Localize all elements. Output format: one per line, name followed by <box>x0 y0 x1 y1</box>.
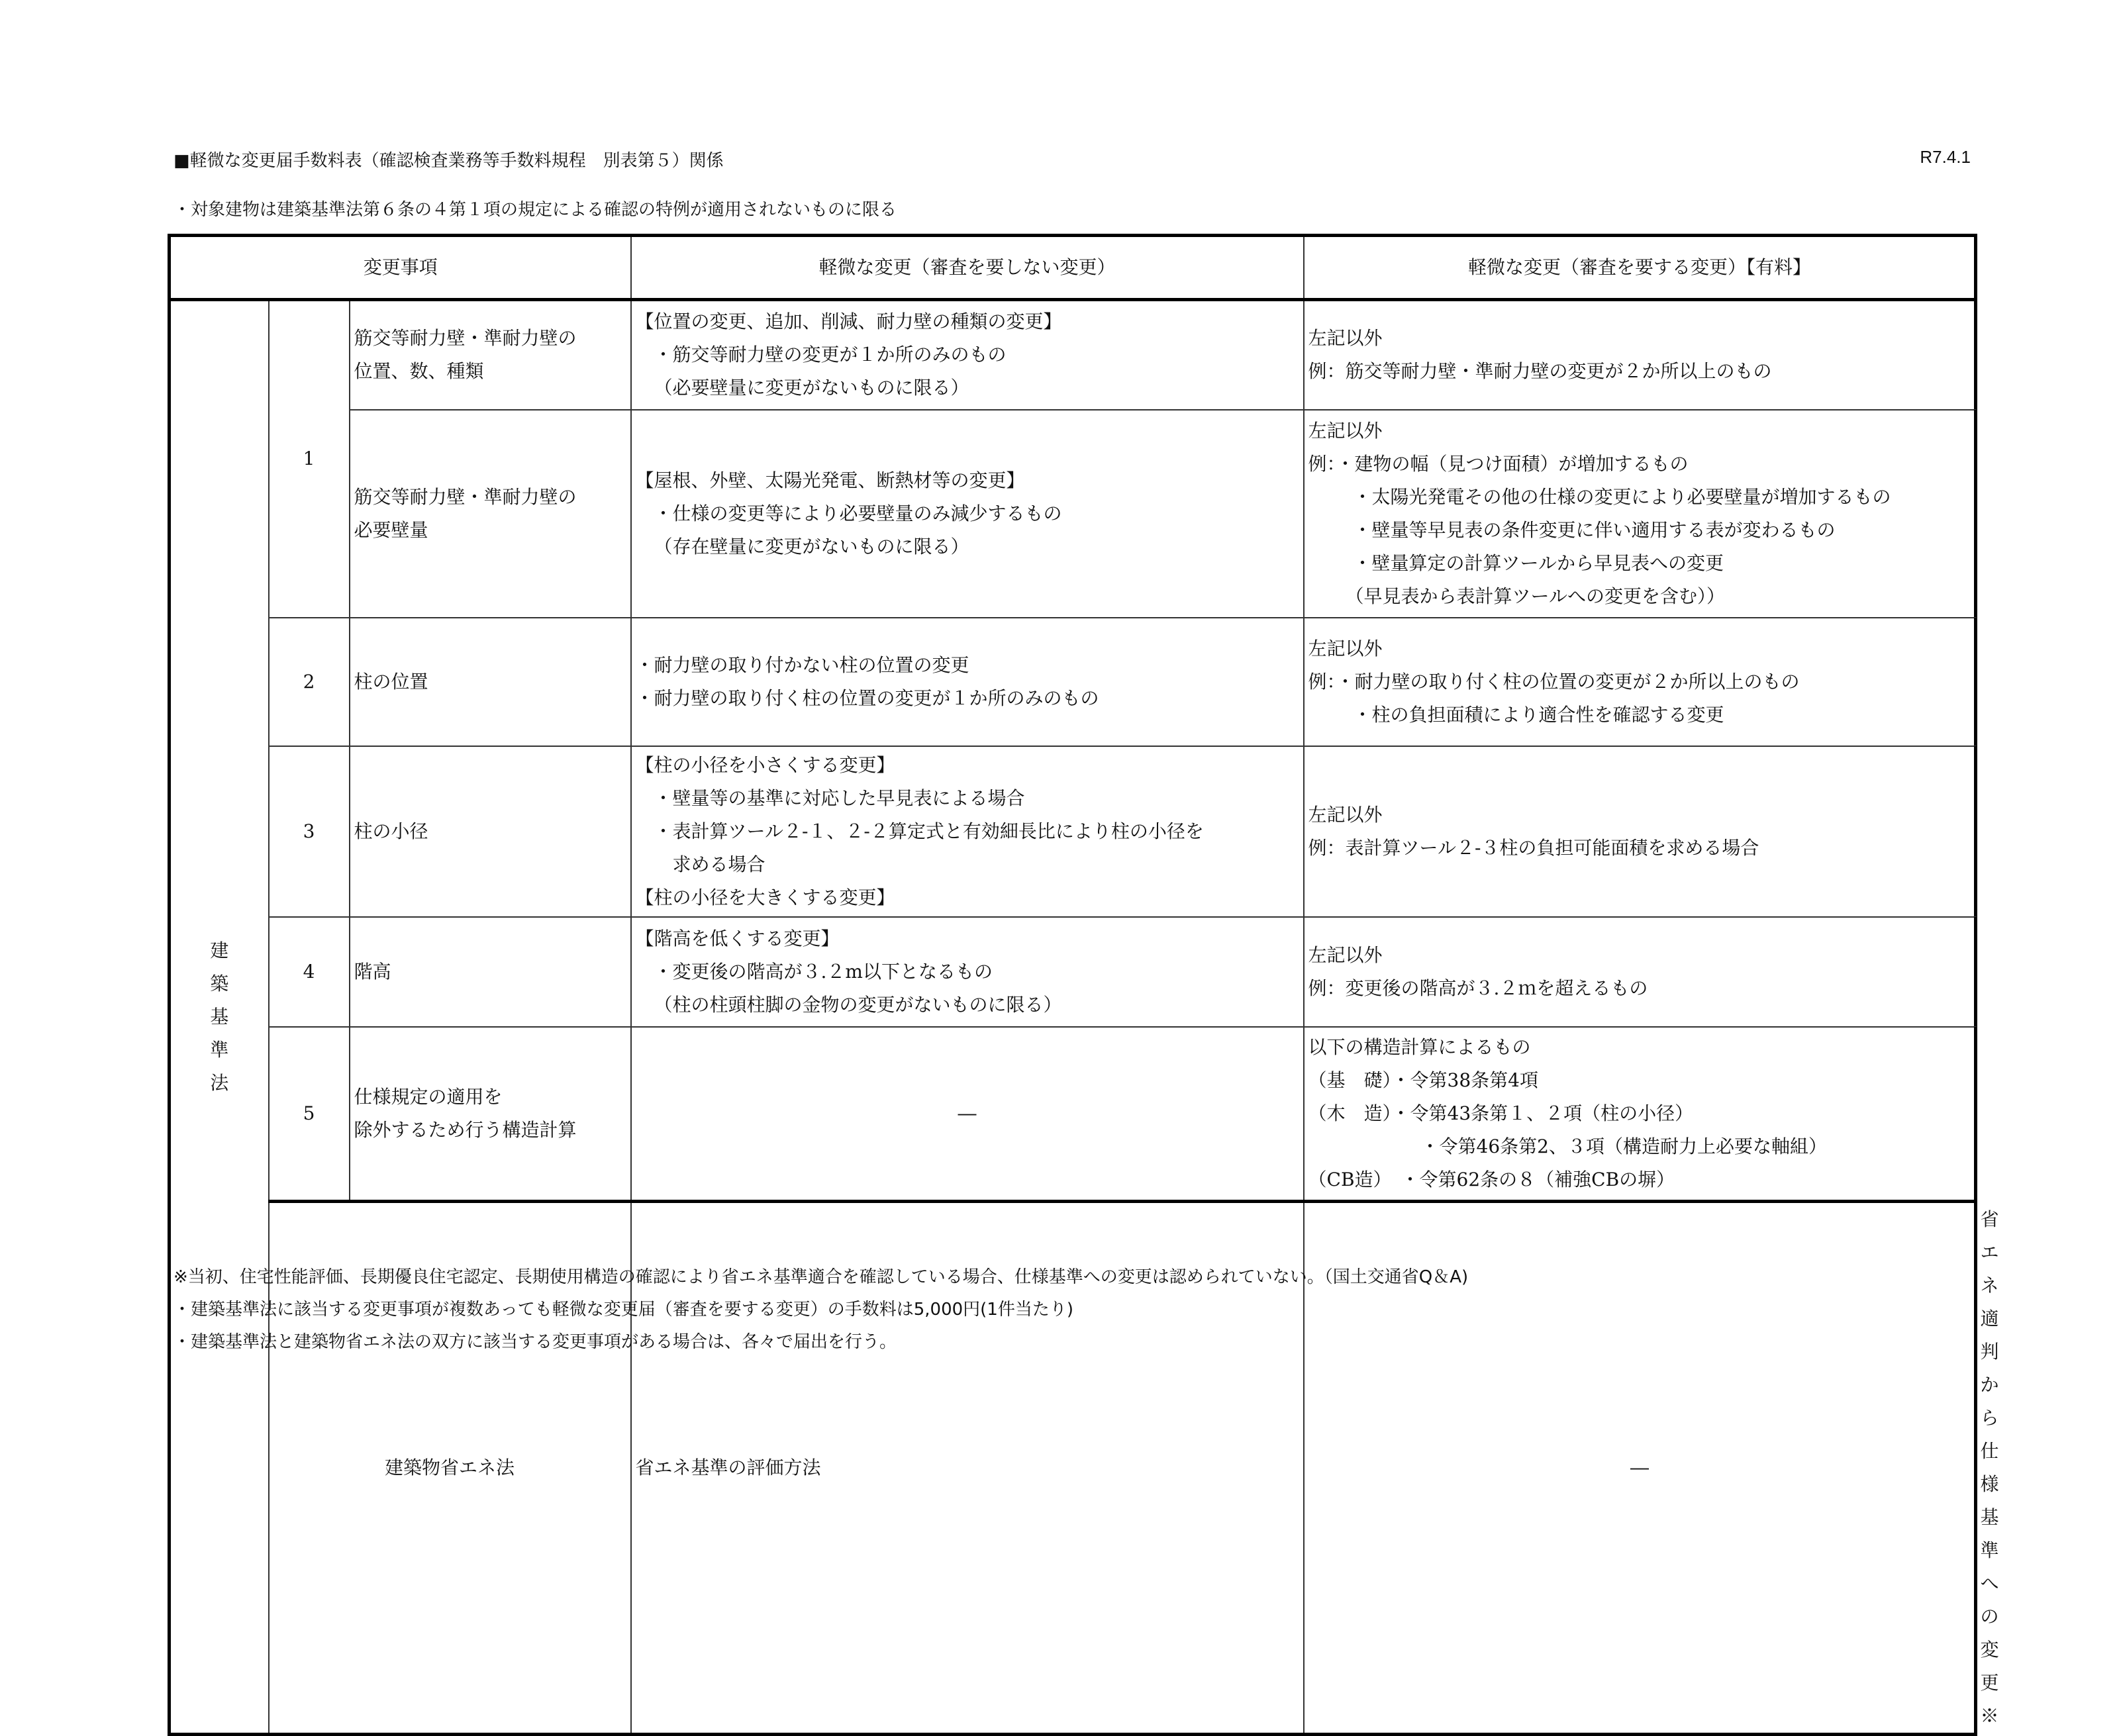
no-review-line: 【位置の変更、追加、削減、耐力壁の種類の変更】 <box>635 311 1062 333</box>
review-line: （早見表から表計算ツールへの変更を含む）） <box>1345 585 1725 607</box>
header-review: 軽微な変更（審査を要する変更）【有料】 <box>1304 236 1976 300</box>
table-row <box>170 410 1976 618</box>
law-char: 法 <box>210 1072 229 1094</box>
law-building-standards <box>170 300 269 1735</box>
table-row <box>170 917 1976 1027</box>
header-row <box>170 236 1976 300</box>
footnote: ・建築基準法に該当する変更事項が複数あっても軽微な変更届（審査を要する変更）の手数料は5,000円(1件当たり) <box>173 1300 1074 1320</box>
no-review-line: 【階高を低くする変更】 <box>635 927 840 949</box>
law-char: 築 <box>210 973 229 994</box>
table-row <box>170 300 1976 410</box>
document-date: R7.4.1 <box>1920 147 1971 167</box>
review-line: （基 礎）・令第38条第4項 <box>1308 1069 1538 1091</box>
header-no-review: 軽微な変更（審査を要しない変更） <box>631 236 1304 300</box>
review-line: 左記以外 <box>1308 327 1383 350</box>
review-line: ・令第46条第2、３項（構造耐力上必要な軸組） <box>1420 1135 1827 1157</box>
review-cell <box>1304 917 1976 1027</box>
item-cell <box>350 300 631 410</box>
table-row <box>170 618 1976 746</box>
no-review-line: 【屋根、外壁、太陽光発電、断熱材等の変更】 <box>635 469 1025 491</box>
row-number: 2 <box>269 618 350 746</box>
review-line: （木 造）・令第43条第１、２項（柱の小径） <box>1308 1102 1694 1124</box>
no-review-cell <box>631 917 1304 1027</box>
no-review-line: ・表計算ツール２-１、２-２算定式と有効細長比により柱の小径を <box>654 820 1204 842</box>
no-review-line: ・仕様の変更等により必要壁量のみ減少するもの <box>654 502 1062 524</box>
review-cell <box>1304 618 1976 746</box>
item-line: 筋交等耐力壁・準耐力壁の <box>354 327 577 350</box>
footnote: ※当初、住宅性能評価、長期優良住宅認定、長期使用構造の確認により省エネ基準適合を確認している場合、仕様基準への変更は認められていない。（国土交通省Q＆A) <box>173 1267 1469 1287</box>
review-line: ・太陽光発電その他の仕様の変更により必要壁量が増加するもの <box>1353 485 1891 508</box>
review-line: 例：筋交等耐力壁・準耐力壁の変更が２か所以上のもの <box>1308 360 1772 383</box>
item-line: 仕様規定の適用を <box>354 1085 503 1108</box>
no-review-line: ・筋交等耐力壁の変更が１か所のみのもの <box>654 344 1007 366</box>
no-review-line: ・壁量等の基準に対応した早見表による場合 <box>654 787 1025 809</box>
item-line: 必要壁量 <box>354 518 428 541</box>
review-line: 左記以外 <box>1308 637 1383 659</box>
no-review-cell <box>631 410 1304 618</box>
no-review-cell: ― <box>1304 1202 1976 1735</box>
review-cell <box>1304 410 1976 618</box>
item-line: 位置、数、種類 <box>354 360 484 383</box>
review-line: ・柱の負担面積により適合性を確認する変更 <box>1353 703 1724 726</box>
no-review-line: （柱の柱頭柱脚の金物の変更がないものに限る） <box>654 993 1062 1016</box>
no-review-cell: ― <box>631 1027 1304 1202</box>
no-review-line: ・耐力壁の取り付かない柱の位置の変更 <box>635 653 969 676</box>
review-line: 例：・耐力壁の取り付く柱の位置の変更が２か所以上のもの <box>1308 670 1800 693</box>
no-review-cell <box>631 618 1304 746</box>
no-review-line: ・耐力壁の取り付く柱の位置の変更が１か所のみのもの <box>635 687 1099 709</box>
fee-table <box>168 234 1999 1736</box>
review-line: 例：・建物の幅（見つけ面積）が増加するもの <box>1308 452 1689 475</box>
review-cell <box>1304 746 1976 917</box>
review-line: 例：変更後の階高が３.２ｍを超えるもの <box>1308 977 1648 999</box>
review-line: ・壁量算定の計算ツールから早見表への変更 <box>1353 552 1724 574</box>
item-cell <box>350 410 631 618</box>
no-review-cell <box>631 300 1304 410</box>
review-line: ・壁量等早見表の条件変更に伴い適用する表が変わるもの <box>1353 518 1836 541</box>
review-line: 左記以外 <box>1308 803 1383 826</box>
item-cell <box>350 618 631 746</box>
item-line: 筋交等耐力壁・準耐力壁の <box>354 485 577 508</box>
review-line: 例：表計算ツール２-３柱の負担可能面積を求める場合 <box>1308 836 1759 859</box>
no-review-line: （必要壁量に変更がないものに限る） <box>654 377 969 399</box>
row-number: 3 <box>269 746 350 917</box>
item-line: 除外するため行う構造計算 <box>354 1118 577 1141</box>
document-title: ■軽微な変更届手数料表（確認検査業務等手数料規程 別表第５）関係 <box>173 151 724 171</box>
table-row <box>170 1027 1976 1202</box>
law-char: 建 <box>210 940 229 961</box>
item-cell <box>350 917 631 1027</box>
item-cell <box>350 1027 631 1202</box>
no-review-line: 【柱の小径を大きくする変更】 <box>635 886 895 908</box>
review-line: 以下の構造計算によるもの <box>1308 1036 1531 1058</box>
review-cell <box>1304 1027 1976 1202</box>
no-review-cell <box>631 746 1304 917</box>
law-char: 準 <box>210 1039 229 1061</box>
no-review-line: 【柱の小径を小さくする変更】 <box>635 753 895 776</box>
review-line: （CB造） ・令第62条の８（補強CBの塀） <box>1308 1168 1675 1190</box>
no-review-line: 求める場合 <box>672 853 765 875</box>
table-row <box>170 746 1976 917</box>
row-number: 1 <box>269 300 350 618</box>
item-cell: 省エネ基準の評価方法 <box>631 1202 1304 1735</box>
review-line: 左記以外 <box>1308 419 1383 442</box>
law-char: 基 <box>210 1006 229 1028</box>
review-line: 左記以外 <box>1308 943 1383 966</box>
target-building-note: ・対象建物は建築基準法第６条の４第１項の規定による確認の特例が適用されないものに限る <box>173 200 897 220</box>
no-review-line: （存在壁量に変更がないものに限る） <box>654 535 969 557</box>
table-row: 建築物省エネ法 省エネ基準の評価方法 ― 省エネ適判から仕様基準への変更※ <box>170 1202 1976 1735</box>
item-cell <box>350 746 631 917</box>
row-number: 5 <box>269 1027 350 1202</box>
law-energy: 建築物省エネ法 <box>269 1202 631 1735</box>
item-line: 柱の位置 <box>354 670 428 693</box>
header-change-item: 変更事項 <box>170 236 631 300</box>
row-number: 4 <box>269 917 350 1027</box>
item-line: 柱の小径 <box>354 820 428 842</box>
item-line: 階高 <box>354 960 391 983</box>
no-review-line: ・変更後の階高が３.２m以下となるもの <box>654 960 993 983</box>
review-cell <box>1304 300 1976 410</box>
footnote: ・建築基準法と建築物省エネ法の双方に該当する変更事項がある場合は、各々で届出を行う。 <box>173 1332 897 1352</box>
